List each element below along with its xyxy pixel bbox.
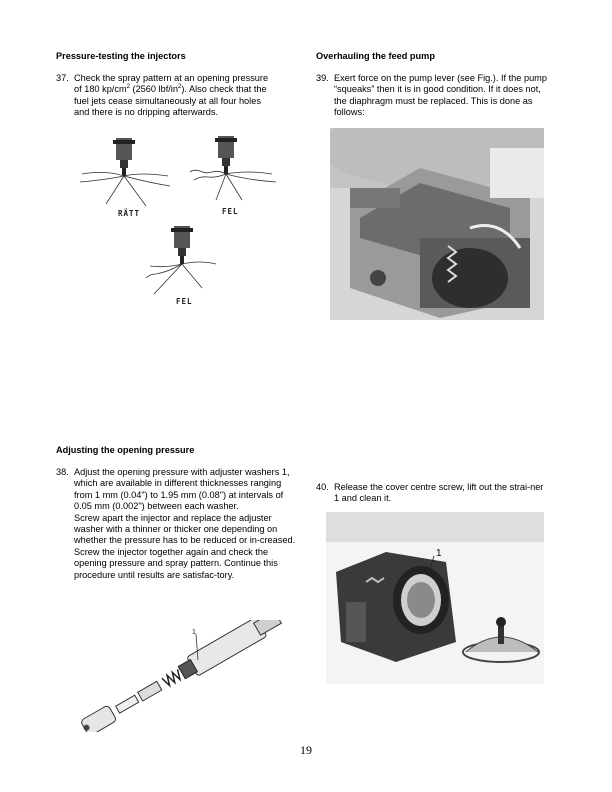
page-number: 19	[300, 743, 312, 757]
pump-strainer-photo	[326, 512, 544, 684]
heading-pressure-testing: Pressure-testing the injectors	[56, 51, 186, 61]
nozzle-correct	[80, 138, 170, 218]
step-40	[316, 482, 548, 505]
injector-exploded-figure	[66, 620, 306, 732]
spray-pattern-figure	[76, 130, 296, 310]
step-number: 38.	[56, 467, 69, 477]
step-39	[316, 73, 548, 119]
feed-pump-photo	[330, 128, 544, 320]
step-text: Check the spray pattern at an opening pressure of 180 $kp/cm^2$ (2560 lbf/$in^2$). Also check that the fuel jets cease simultaneously at all four holes and there is no dripping afterwards.	[74, 73, 269, 118]
nozzle-incorrect-1	[190, 136, 276, 216]
label-ratt: RÄTT	[118, 209, 141, 218]
callout-1-left: 1	[192, 629, 196, 636]
step-37	[56, 73, 296, 119]
nozzle-incorrect-2	[146, 226, 216, 306]
step-number: 40.	[316, 482, 329, 492]
label-fel-1: FEL	[222, 207, 239, 216]
step-38	[56, 467, 301, 581]
step-text: Release the cover centre screw, lift out the strai-ner 1 and clean it.	[334, 482, 544, 504]
heading-adjusting-pressure: Adjusting the opening pressure	[56, 445, 195, 455]
callout-1-right: 1	[436, 548, 442, 559]
heading-overhauling-pump: Overhauling the feed pump	[316, 51, 435, 61]
step-number: 37.	[56, 73, 69, 83]
step-text: Adjust the opening pressure with adjuster washers 1, which are available in different thicknesses ranging from 1 mm (0.04") to 1.95 mm (0.08") at intervals of 0.05 mm (0.002") between each washer. Screw apart the injector and replace the adjuster washer with a thinner or thicker one depending on whether the pressure has to be reduced or in-creased. Screw the injector together again and check the opening pressure and spray pattern. Continue this procedure until results are satisfac-tory.	[74, 467, 296, 580]
step-number: 39.	[316, 73, 329, 83]
label-fel-2: FEL	[176, 297, 193, 306]
step-text: Exert force on the pump lever (see Fig.). If the pump “squeaks” then it is in good condition. If it does not, the diaphragm must be replaced. This is done as follows:	[334, 73, 547, 118]
